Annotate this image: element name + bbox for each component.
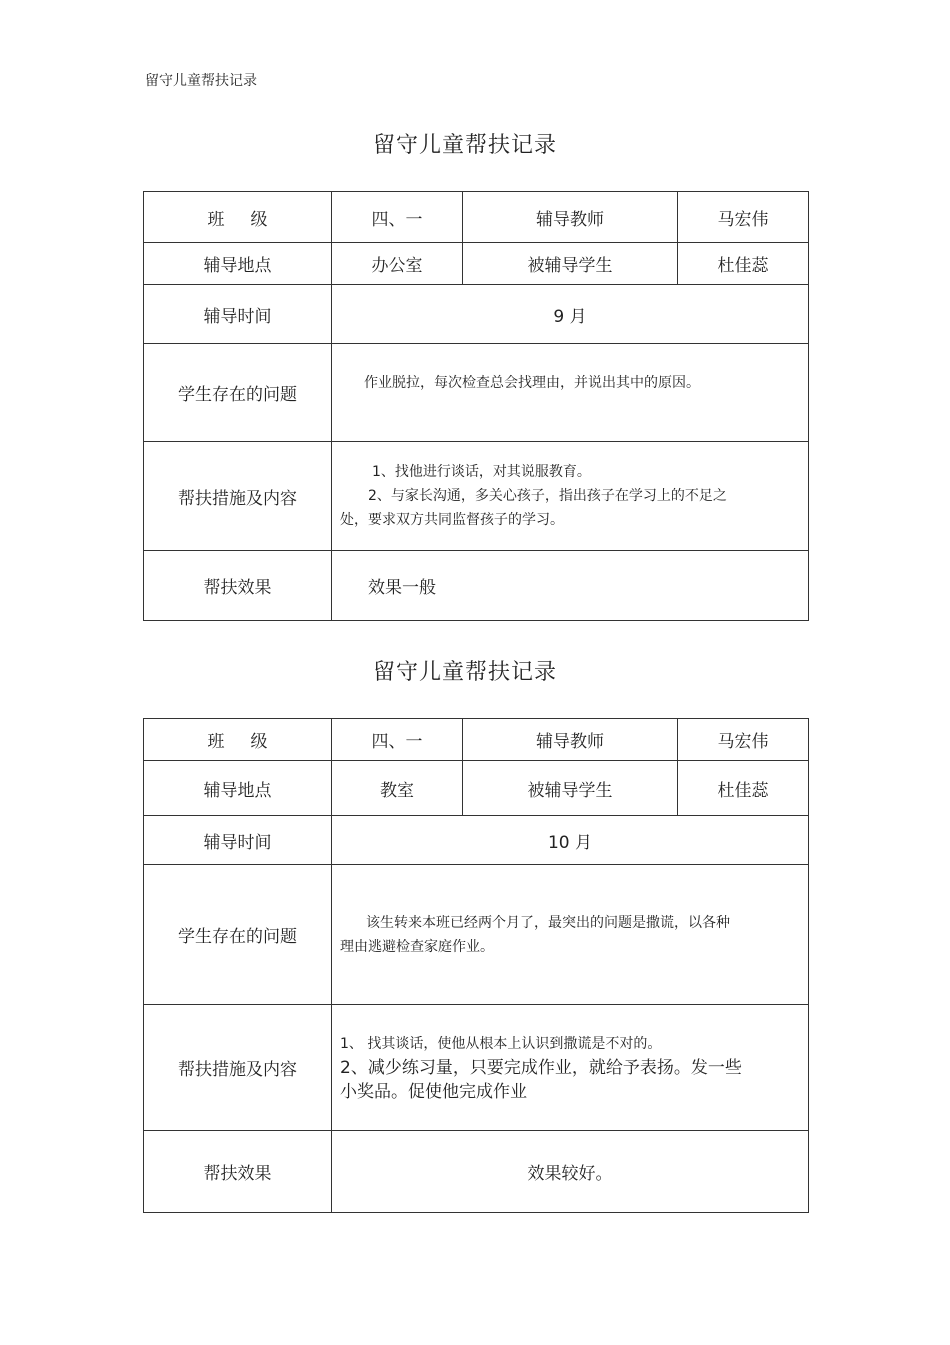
measures-line-2: 2、减少练习量，只要完成作业，就给予表扬。发一些 bbox=[340, 1057, 742, 1078]
student-value: 杜佳蕊 bbox=[678, 243, 809, 285]
problem-text: 作业脱拉，每次检查总会找理由，并说出其中的原因。 bbox=[364, 375, 700, 391]
effect-content bbox=[332, 551, 809, 621]
row-place bbox=[144, 243, 809, 285]
row-time bbox=[144, 816, 809, 865]
row-place bbox=[144, 761, 809, 816]
record-2-title: 留守儿童帮扶记录 bbox=[372, 660, 557, 685]
teacher-label: 辅导教师 bbox=[463, 719, 678, 761]
measures-content bbox=[332, 442, 809, 551]
effect-label: 帮扶效果 bbox=[144, 1131, 332, 1213]
class-value: 四、一 bbox=[332, 192, 463, 243]
class-value: 四、一 bbox=[332, 719, 463, 761]
measures-label: 帮扶措施及内容 bbox=[144, 1005, 332, 1131]
page-header: 留守儿童帮扶记录 bbox=[145, 73, 257, 89]
measures-line-3: 处，要求双方共同监督孩子的学习。 bbox=[340, 512, 564, 528]
student-label: 被辅导学生 bbox=[463, 761, 678, 816]
student-label: 被辅导学生 bbox=[463, 243, 678, 285]
teacher-value: 马宏伟 bbox=[678, 192, 809, 243]
effect-label: 帮扶效果 bbox=[144, 551, 332, 621]
place-value: 教室 bbox=[332, 761, 463, 816]
row-problem bbox=[144, 344, 809, 442]
teacher-label: 辅导教师 bbox=[463, 192, 678, 243]
row-time bbox=[144, 285, 809, 344]
row-class bbox=[144, 719, 809, 761]
effect-text: 效果较好。 bbox=[332, 1131, 809, 1213]
row-effect bbox=[144, 1131, 809, 1213]
class-label: 班级 bbox=[144, 719, 332, 761]
problem-label: 学生存在的问题 bbox=[144, 344, 332, 442]
row-effect bbox=[144, 551, 809, 621]
time-label: 辅导时间 bbox=[144, 816, 332, 865]
place-label: 辅导地点 bbox=[144, 243, 332, 285]
row-measures bbox=[144, 442, 809, 551]
record-1-table bbox=[143, 191, 809, 621]
measures-line-1: 1、 找其谈话，使他从根本上认识到撒谎是不对的。 bbox=[340, 1035, 662, 1052]
student-value: 杜佳蕊 bbox=[678, 761, 809, 816]
measures-line-3: 小奖品。促使他完成作业 bbox=[340, 1081, 527, 1102]
class-label: 班级 bbox=[144, 192, 332, 243]
problem-content bbox=[332, 865, 809, 1005]
effect-text: 效果一般 bbox=[368, 578, 436, 598]
row-measures bbox=[144, 1005, 809, 1131]
place-label: 辅导地点 bbox=[144, 761, 332, 816]
measures-line-2: 2、与家长沟通，多关心孩子，指出孩子在学习上的不足之 bbox=[368, 488, 727, 504]
record-2-table bbox=[143, 718, 809, 1213]
measures-line-1: 1、找他进行谈话，对其说服教育。 bbox=[372, 464, 591, 480]
measures-label: 帮扶措施及内容 bbox=[144, 442, 332, 551]
time-value: 9 月 bbox=[332, 285, 809, 344]
record-1-title: 留守儿童帮扶记录 bbox=[372, 133, 557, 158]
row-problem bbox=[144, 865, 809, 1005]
place-value: 办公室 bbox=[332, 243, 463, 285]
teacher-value: 马宏伟 bbox=[678, 719, 809, 761]
row-class bbox=[144, 192, 809, 243]
time-label: 辅导时间 bbox=[144, 285, 332, 344]
problem-content bbox=[332, 344, 809, 442]
measures-content bbox=[332, 1005, 809, 1131]
problem-line-1: 该生转来本班已经两个月了，最突出的问题是撒谎，以各种 bbox=[366, 914, 730, 931]
problem-label: 学生存在的问题 bbox=[144, 865, 332, 1005]
time-value: 10 月 bbox=[332, 816, 809, 865]
problem-line-2: 理由逃避检查家庭作业。 bbox=[340, 938, 494, 955]
